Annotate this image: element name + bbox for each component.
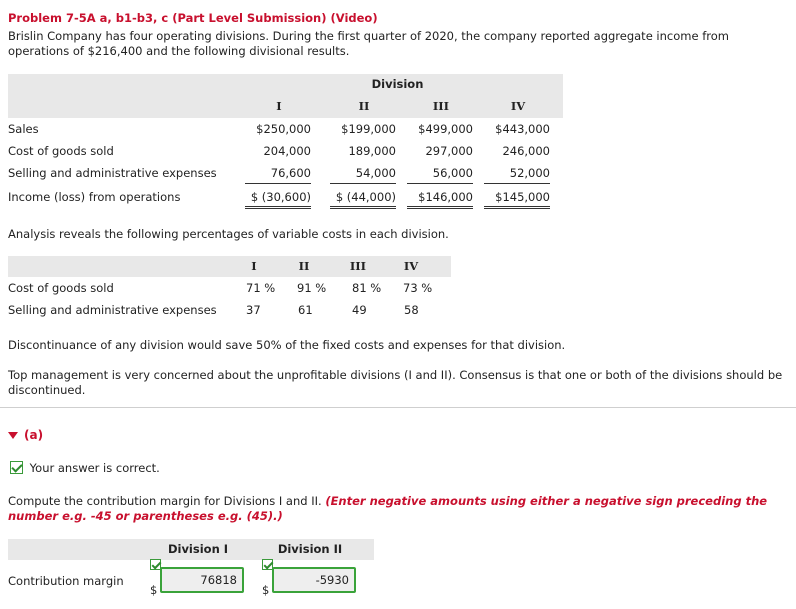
cell: 52,000 bbox=[484, 166, 550, 184]
instruction-note: (Enter negative amounts using either a negative sign preceding the number e.g. -45 or parentheses e.g. (45).) bbox=[8, 494, 768, 523]
problem-intro: Brislin Company has four operating divisions. During the first quarter of 2020, the company reported aggregate income from operations of $216,400 and the following divisional results. bbox=[8, 29, 729, 58]
cell: 71 % bbox=[246, 281, 276, 295]
cell: 246,000 bbox=[502, 144, 550, 158]
cell: 297,000 bbox=[425, 144, 473, 158]
row-label-selling-admin: Selling and administrative expenses bbox=[8, 166, 217, 180]
var-col-II: II bbox=[298, 259, 310, 273]
cell: $250,000 bbox=[256, 122, 311, 136]
variable-table-header-bg bbox=[8, 256, 451, 277]
var-col-IV: IV bbox=[403, 259, 419, 273]
cell: $199,000 bbox=[341, 122, 396, 136]
row-label-cogs: Cost of goods sold bbox=[8, 144, 114, 158]
contribution-margin-label: Contribution margin bbox=[8, 574, 124, 588]
division-II-answer-input[interactable]: -5930 bbox=[272, 567, 356, 593]
discontinuance-text: Discontinuance of any division would save 50% of the fixed costs and expenses for that division. bbox=[8, 338, 566, 352]
col-header-IV: IV bbox=[510, 99, 526, 113]
cell: $146,000 bbox=[407, 190, 473, 209]
var-row-label-cogs: Cost of goods sold bbox=[8, 281, 114, 295]
division-header: Division bbox=[371, 77, 424, 91]
cell: 54,000 bbox=[330, 166, 396, 184]
checkmark-icon bbox=[10, 461, 23, 474]
cell: $499,000 bbox=[418, 122, 473, 136]
col-header-I: I bbox=[276, 99, 282, 113]
collapse-triangle-icon[interactable] bbox=[8, 432, 18, 439]
row-label-income: Income (loss) from operations bbox=[8, 190, 181, 204]
cell: 81 % bbox=[352, 281, 382, 295]
cell: 61 bbox=[298, 303, 313, 317]
cell: $ (30,600) bbox=[245, 190, 311, 209]
currency-symbol: $ bbox=[262, 583, 270, 597]
answer-col-division-II: Division II bbox=[277, 542, 343, 556]
part-a-header[interactable] bbox=[8, 428, 43, 442]
currency-symbol: $ bbox=[150, 583, 158, 597]
answer-col-division-I: Division I bbox=[167, 542, 229, 556]
analysis-text: Analysis reveals the following percentages of variable costs in each division. bbox=[8, 227, 449, 241]
instruction-text: Compute the contribution margin for Divisions I and II. bbox=[8, 494, 322, 508]
cell: 204,000 bbox=[263, 144, 311, 158]
row-label-sales: Sales bbox=[8, 122, 39, 136]
feedback-correct bbox=[10, 460, 160, 475]
var-col-III: III bbox=[349, 259, 367, 273]
col-header-II: II bbox=[358, 99, 370, 113]
section-divider bbox=[0, 407, 796, 408]
cell: $ (44,000) bbox=[330, 190, 396, 209]
cell: $145,000 bbox=[484, 190, 550, 209]
cell: 91 % bbox=[297, 281, 327, 295]
part-a-label: (a) bbox=[24, 428, 44, 442]
cell: 56,000 bbox=[407, 166, 473, 184]
cell: 58 bbox=[404, 303, 419, 317]
cell: 49 bbox=[352, 303, 367, 317]
cell: 189,000 bbox=[348, 144, 396, 158]
cell: 37 bbox=[246, 303, 261, 317]
management-text: Top management is very concerned about the unprofitable divisions (I and II). Consensus is that one or both of the divisions should be discontinued. bbox=[8, 368, 783, 397]
division-I-answer-input[interactable]: 76818 bbox=[160, 567, 244, 593]
var-col-I: I bbox=[251, 259, 257, 273]
var-row-label-selling-admin: Selling and administrative expenses bbox=[8, 303, 217, 317]
col-header-III: III bbox=[432, 99, 450, 113]
problem-title: Problem 7-5A a, b1-b3, c (Part Level Submission) (Video) bbox=[8, 11, 378, 25]
cell: 73 % bbox=[403, 281, 433, 295]
cell: 76,600 bbox=[245, 166, 311, 184]
cell: $443,000 bbox=[495, 122, 550, 136]
instruction bbox=[8, 494, 788, 524]
feedback-text: Your answer is correct. bbox=[29, 460, 160, 475]
